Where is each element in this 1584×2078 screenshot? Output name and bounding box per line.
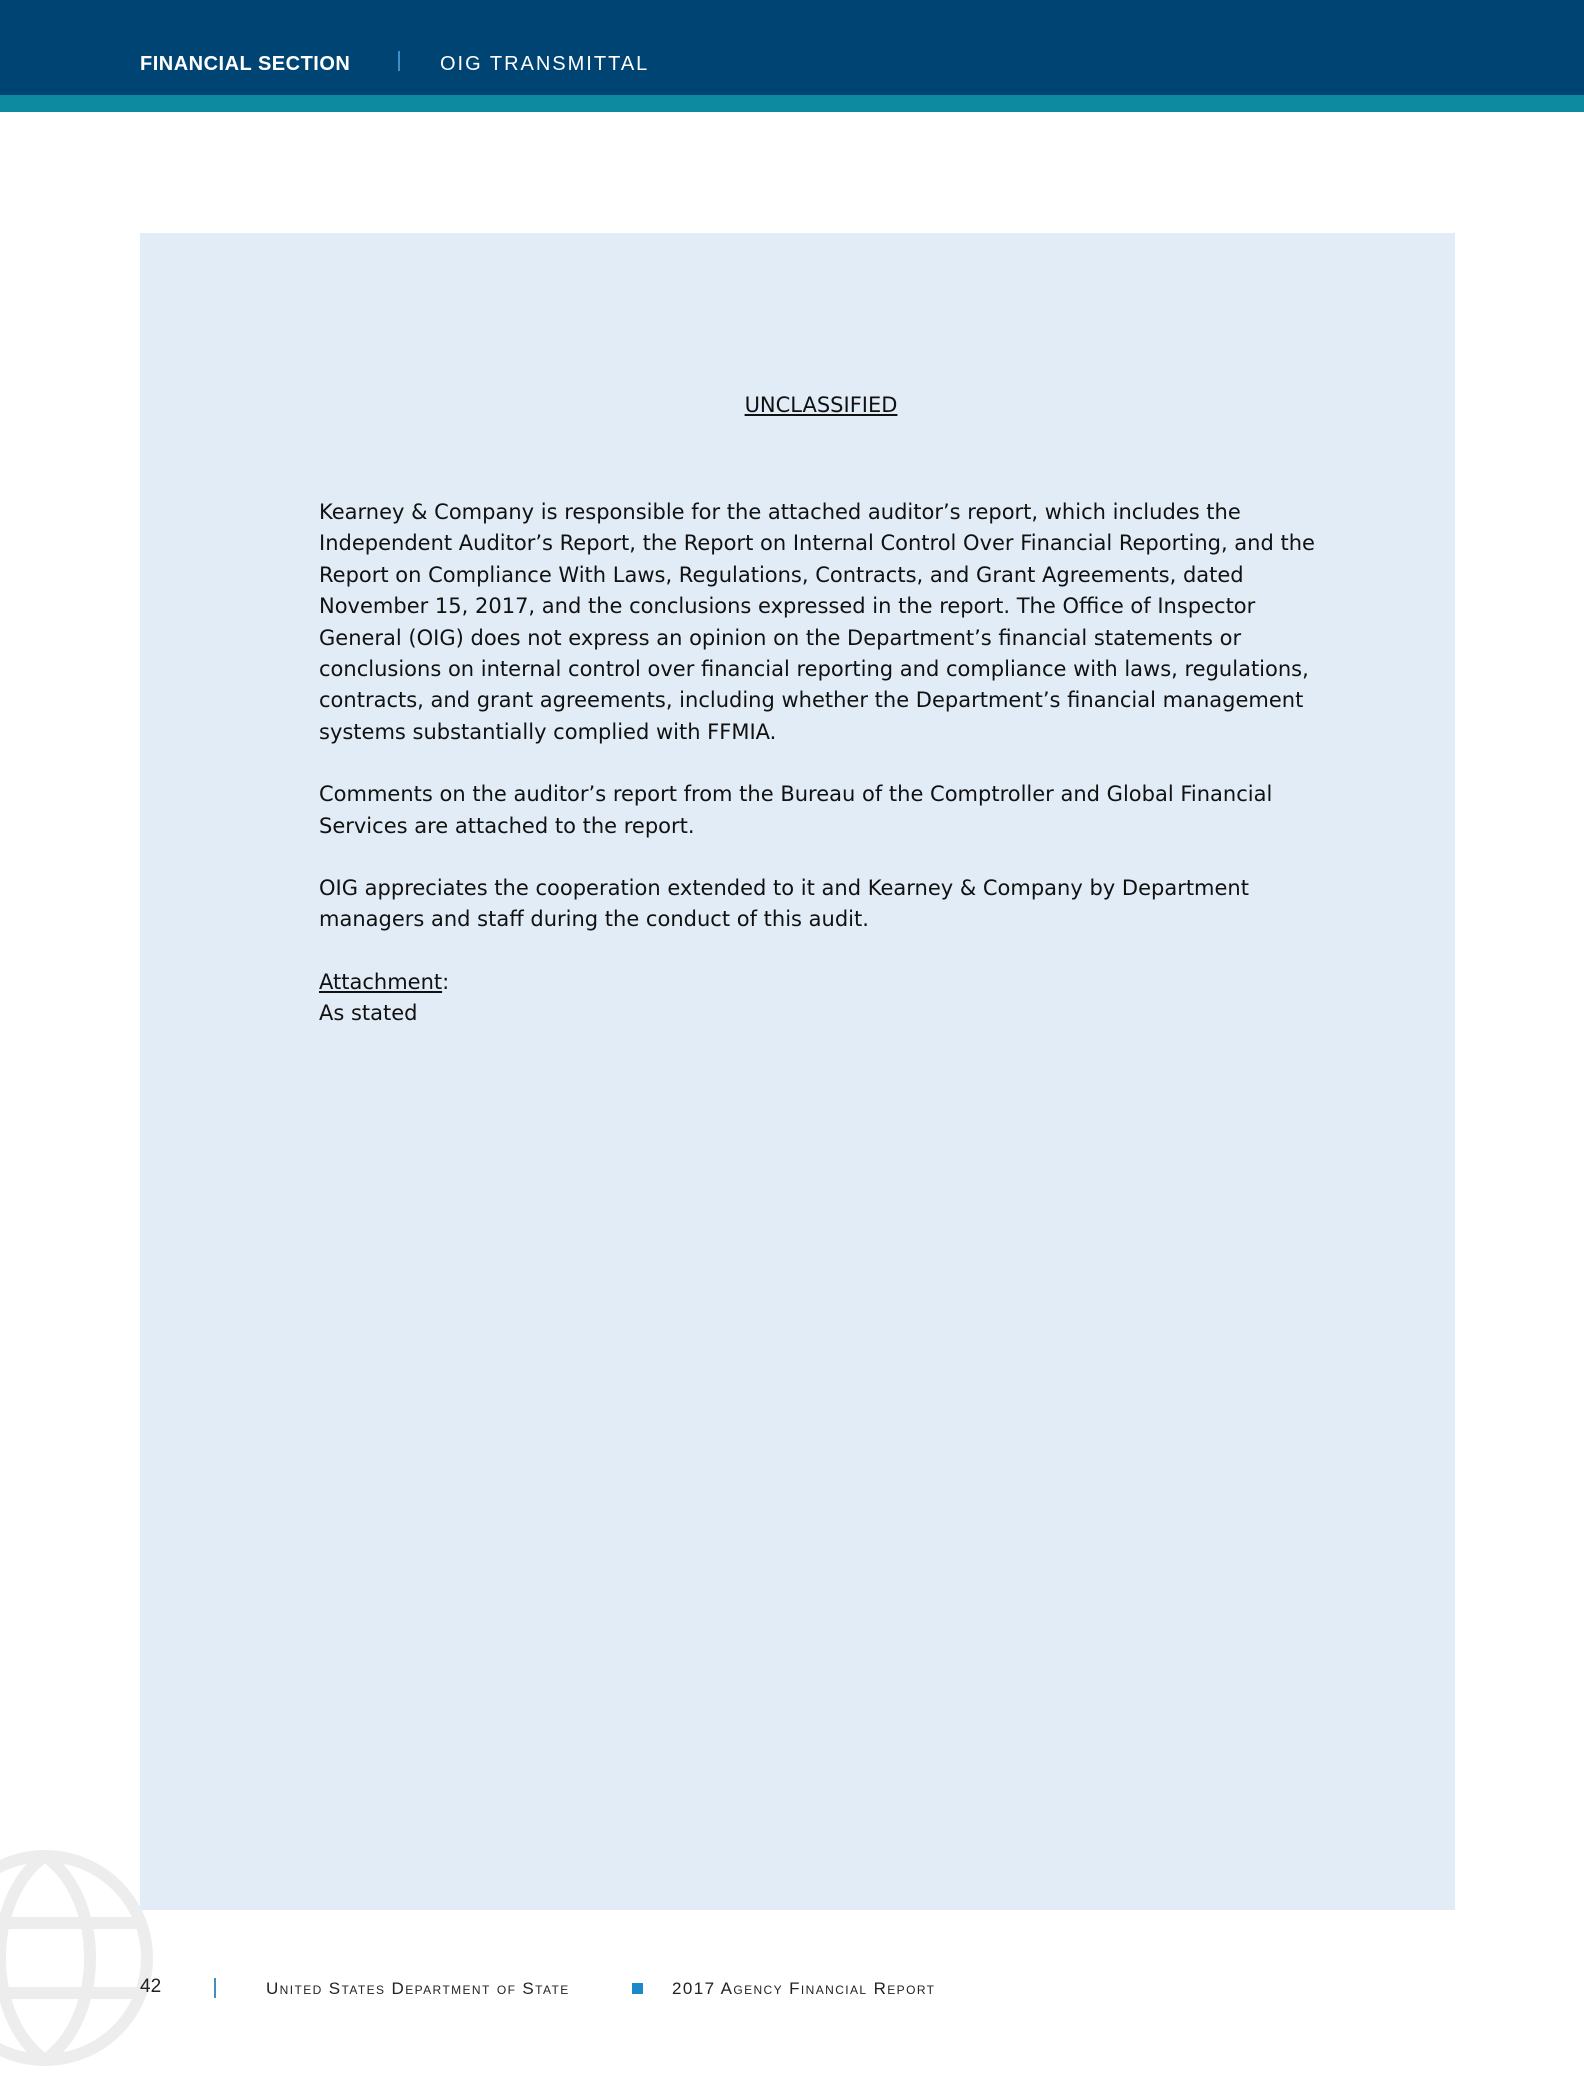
attachment-label: Attachment [319, 969, 443, 994]
footer-square-bullet [632, 1983, 643, 1994]
letter-paragraph: Comments on the auditor’s report from the Bureau of the Comptroller and Global Financial Services are attached to the report. [319, 782, 1273, 838]
classification-marking: UNCLASSIFIED [744, 393, 898, 417]
header-divider [398, 51, 400, 71]
letter-paragraph: OIG appreciates the cooperation extended to it and Kearney & Company by Department managers and staff during the conduct of this audit. [319, 876, 1249, 932]
page-number: 42 [140, 1976, 162, 1997]
footer-divider [214, 1978, 216, 1998]
attachment-value: As stated [319, 1001, 418, 1026]
attachment-colon: : [442, 969, 450, 994]
footer-department: United States Department of State [266, 1979, 570, 1998]
subsection-title: OIG TRANSMITTAL [440, 53, 650, 75]
header-accent-stripe [0, 95, 1584, 112]
letter-paragraph: Kearney & Company is responsible for the attached auditor’s report, which includes the Independent Auditor’s Report, the Report on Internal Control Over Financial Reporting, and the Report on Compliance With Laws, Regulations, Contracts, and Grant Agreements, dated November 15, 2017, and the conclusions expressed in the report. The Office of Inspector General (OIG) does not express an opinion on the Department’s financial statements or conclusions on internal control over financial reporting and compliance with laws, regulations, contracts, and grant agreements, including whether the Department’s financial management systems substantially complied with FFMIA. [319, 500, 1315, 744]
letter-panel [140, 233, 1455, 1910]
section-title: FINANCIAL SECTION [140, 53, 351, 75]
footer-report-title: 2017 Agency Financial Report [672, 1979, 936, 1998]
globe-icon [0, 1838, 155, 2078]
attachment-line [319, 967, 1329, 998]
attachment-block [319, 967, 1329, 1030]
header-band [0, 0, 1584, 95]
letter-body [319, 497, 1329, 1030]
